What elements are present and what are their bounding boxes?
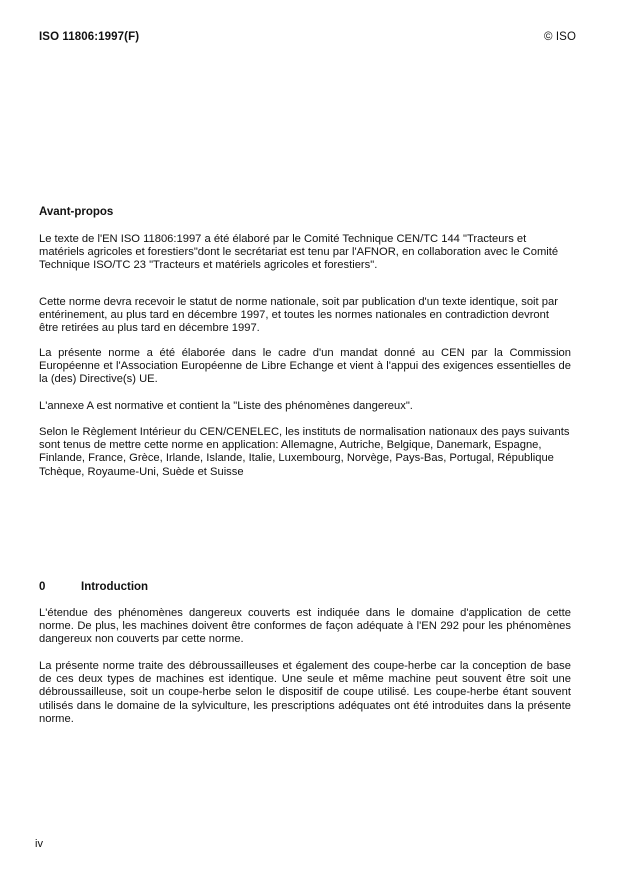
foreword-heading: Avant-propos xyxy=(39,206,114,218)
foreword-paragraph-1: Le texte de l'EN ISO 11806:1997 a été élaboré par le Comité Technique CEN/TC 144 "Tracteurs et matériels agricoles et forestiers"dont le secrétariat est tenu par l'AFNOR, en collaboration avec le Comité Technique ISO/TC 23 "Tracteurs et matériels agricoles et forestiers". xyxy=(39,233,559,272)
document-identifier: ISO 11806:1997(F) xyxy=(39,31,140,43)
copyright-notice: © ISO xyxy=(544,31,576,43)
introduction-section-number: 0 xyxy=(39,581,46,593)
introduction-heading: Introduction xyxy=(81,581,149,593)
foreword-paragraph-2: Cette norme devra recevoir le statut de norme nationale, soit par publication d'un texte identique, soit par entérinement, au plus tard en décembre 1997, et toutes les normes nationales en contradiction devront être retirées au plus tard en décembre 1997. xyxy=(39,296,558,335)
page-number: iv xyxy=(35,838,43,850)
introduction-paragraph-2: La présente norme traite des débroussailleuses et également des coupe-herbe car la conception de base de ces deux types de machines est identique. Une seule et même machine peut souvent être soit une débroussailleuse, soit un coupe-herbe selon le dispositif de coupe utilisé. Les coupe-herbe étant souvent utilisés dans le domaine de la sylviculture, les prescriptions adéquates ont été introduites dans la présente norme. xyxy=(39,660,571,725)
foreword-paragraph-4: L'annexe A est normative et contient la "Liste des phénomènes dangereux". xyxy=(39,400,413,412)
foreword-paragraph-3: La présente norme a été élaborée dans le cadre d'un mandat donné au CEN par la Commission Européenne et l'Association Européenne de Libre Echange et vient à l'appui des exigences essentielles de la (des) Directive(s) UE. xyxy=(39,347,571,386)
introduction-paragraph-1: L'étendue des phénomènes dangereux couverts est indiquée dans le domaine d'application de cette norme. De plus, les machines doivent être conformes de façon adéquate à l'EN 292 pour les phénomènes dangereux non couverts par cette norme. xyxy=(39,607,571,646)
foreword-paragraph-5: Selon le Règlement Intérieur du CEN/CENELEC, les instituts de normalisation nationaux des pays suivants sont tenus de mettre cette norme en application: Allemagne, Autriche, Belgique, Danemark, Espagne, Finlande, France, Grèce, Irlande, Islande, Italie, Luxembourg, Norvège, Pays-Bas, Portugal, République Tchèque, Royaume-Uni, Suède et Suisse xyxy=(39,426,570,478)
